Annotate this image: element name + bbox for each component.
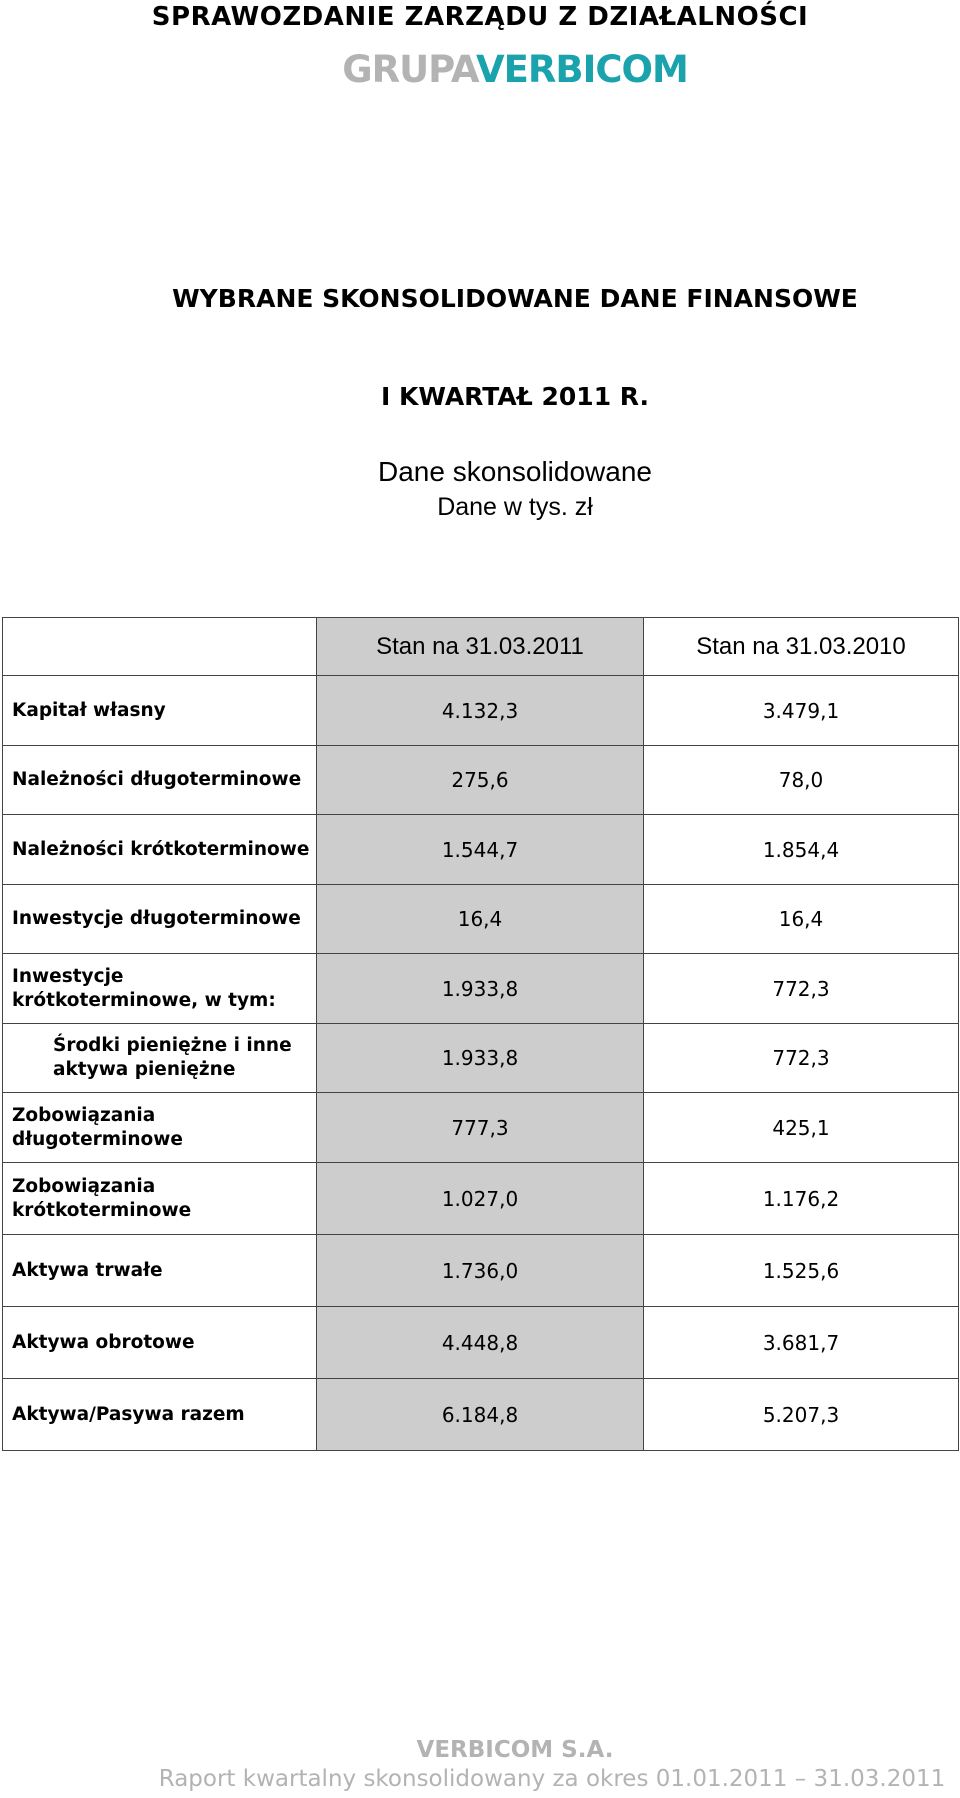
value-2011: 16,4 (317, 885, 644, 954)
value-2010: 16,4 (644, 885, 959, 954)
table-row (3, 1235, 959, 1307)
row-label: Zobowiązania krótkoterminowe (3, 1163, 317, 1235)
column-header-2011: Stan na 31.03.2011 (317, 618, 644, 676)
row-label: Aktywa/Pasywa razem (3, 1379, 317, 1451)
value-2010: 1.525,6 (644, 1235, 959, 1307)
value-2010: 78,0 (644, 746, 959, 815)
value-2011: 4.132,3 (317, 676, 644, 746)
value-2011: 4.448,8 (317, 1307, 644, 1379)
report-header-title: SPRAWOZDANIE ZARZĄDU Z DZIAŁALNOŚCI (151, 2, 809, 32)
table-row (3, 1307, 959, 1379)
table-row (3, 885, 959, 954)
logo-grupa-text: GRUPA (342, 48, 476, 91)
footer-report-period: Raport kwartalny skonsolidowany za okres 01.01.2011 – 31.03.2011 (158, 1766, 946, 1792)
data-scope-subtitle: Dane skonsolidowane (378, 456, 652, 487)
value-2010: 3.681,7 (644, 1307, 959, 1379)
table-row (3, 1093, 959, 1163)
value-2010: 772,3 (644, 1024, 959, 1093)
table-row (3, 1024, 959, 1093)
row-label: Należności długoterminowe (3, 746, 317, 815)
value-2010: 772,3 (644, 954, 959, 1024)
value-2010: 3.479,1 (644, 676, 959, 746)
value-2011: 1.933,8 (317, 954, 644, 1024)
table-row (3, 1379, 959, 1451)
value-2011: 1.736,0 (317, 1235, 644, 1307)
value-2010: 1.176,2 (644, 1163, 959, 1235)
row-label: Aktywa trwałe (3, 1235, 317, 1307)
value-2010: 1.854,4 (644, 815, 959, 885)
table-row (3, 746, 959, 815)
row-label: Zobowiązania długoterminowe (3, 1093, 317, 1163)
row-label: Aktywa obrotowe (3, 1307, 317, 1379)
units-subtitle: Dane w tys. zł (437, 493, 593, 521)
table-row (3, 815, 959, 885)
table-row (3, 1163, 959, 1235)
value-2010: 5.207,3 (644, 1379, 959, 1451)
row-label: Inwestycje krótkoterminowe, w tym: (3, 954, 317, 1024)
table-header-row (3, 618, 959, 676)
value-2011: 1.544,7 (317, 815, 644, 885)
value-2011: 1.933,8 (317, 1024, 644, 1093)
row-label: Inwestycje długoterminowe (3, 885, 317, 954)
value-2010: 425,1 (644, 1093, 959, 1163)
logo-verbicom-text: VERBICOM (475, 48, 688, 91)
row-label: Środki pieniężne i inne aktywa pieniężne (3, 1024, 317, 1093)
row-label: Należności krótkoterminowe (3, 815, 317, 885)
footer-company: VERBICOM S.A. (416, 1737, 614, 1763)
page-title: WYBRANE SKONSOLIDOWANE DANE FINANSOWE (172, 284, 858, 313)
table-row (3, 954, 959, 1024)
row-label: Kapitał własny (3, 676, 317, 746)
value-2011: 777,3 (317, 1093, 644, 1163)
header-empty-cell (3, 618, 317, 676)
financial-data-table (2, 617, 959, 1451)
value-2011: 1.027,0 (317, 1163, 644, 1235)
period-title: I KWARTAŁ 2011 R. (380, 382, 650, 411)
table-row (3, 676, 959, 746)
value-2011: 275,6 (317, 746, 644, 815)
company-logo (0, 50, 960, 90)
value-2011: 6.184,8 (317, 1379, 644, 1451)
column-header-2010: Stan na 31.03.2010 (644, 618, 959, 676)
